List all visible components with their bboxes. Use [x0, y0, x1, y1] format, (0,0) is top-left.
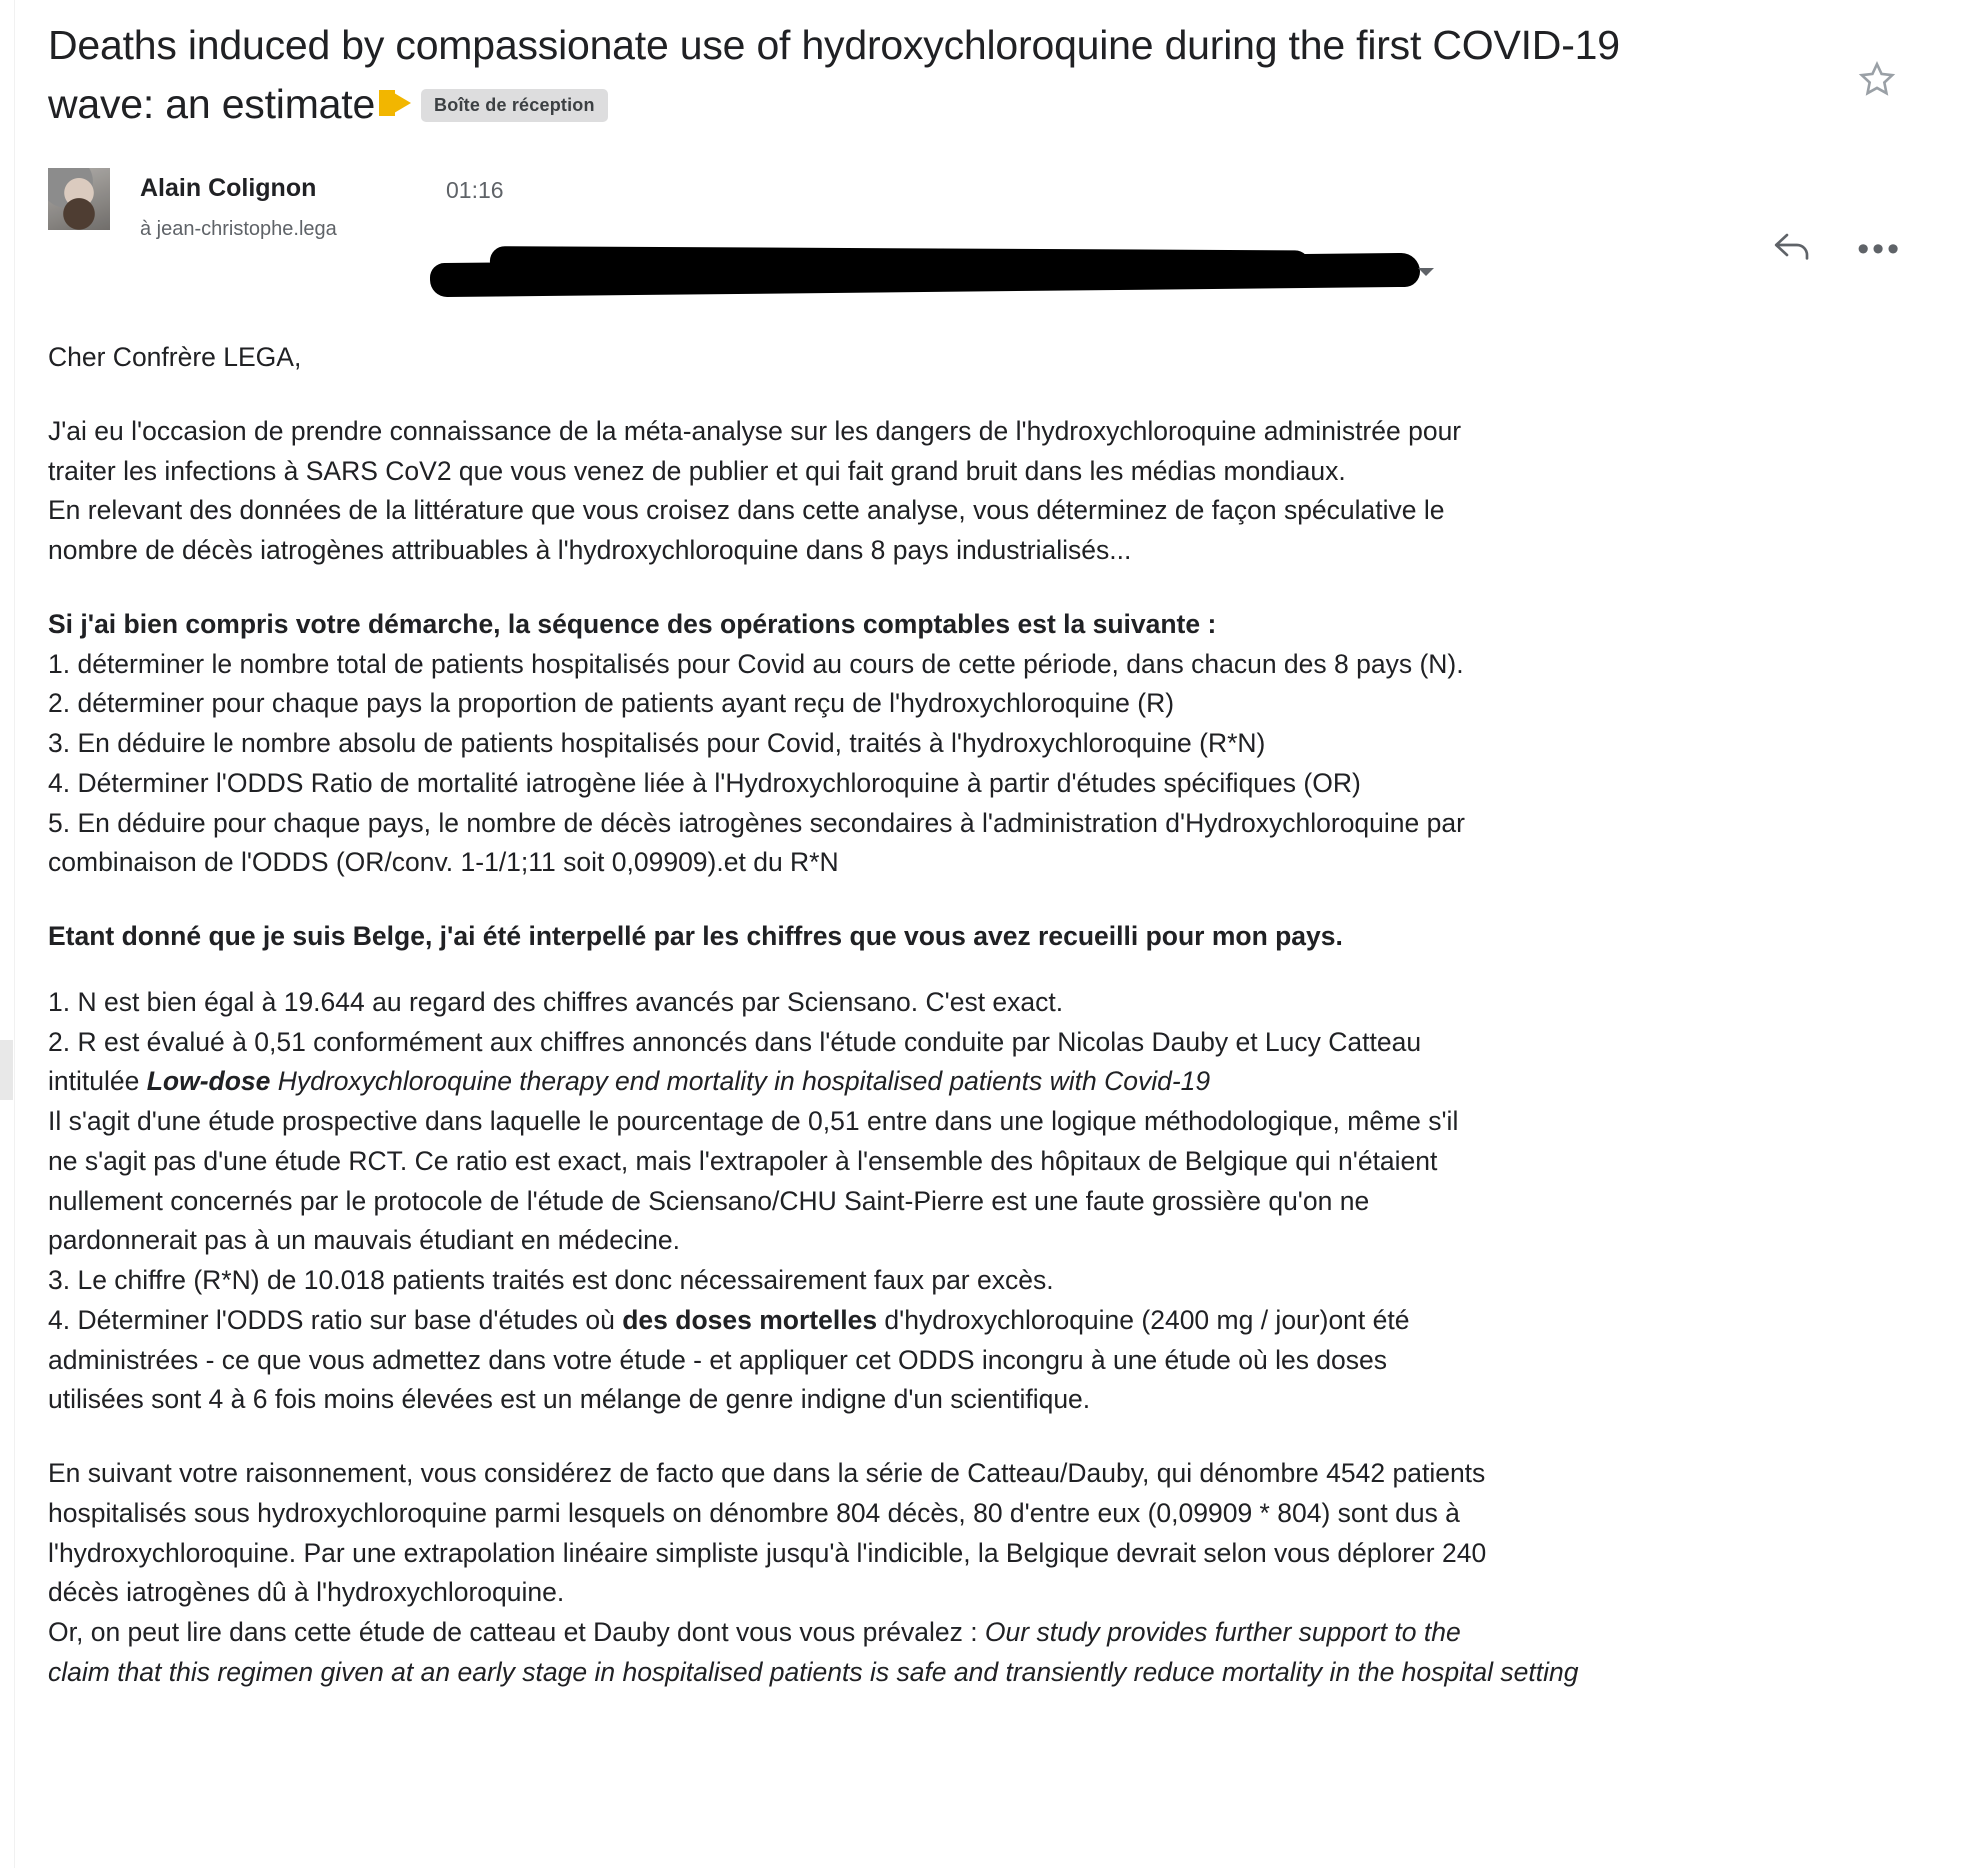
body-point-4-line-1 — [48, 1301, 1914, 1341]
body-step-5-cont: combinaison de l'ODDS (OR/conv. 1-1/1;11 soit 0,09909).et du R*N — [48, 847, 839, 878]
body-point-4-line-3: utilisées sont 4 à 6 fois moins élevées est un mélange de genre indigne d'un scientifique. — [48, 1384, 1091, 1415]
body-point-2-line-4: ne s'agit pas d'une étude RCT. Ce ratio est exact, mais l'extrapoler à l'ensemble des hôpitaux de Belgique qui n'étaient — [48, 1145, 1438, 1176]
subject-text: Deaths induced by compassionate use of hydroxychloroquine during the first COVID-19 wave: an estimate — [48, 22, 1620, 128]
body-point-2-line-1: 2. R est évalué à 0,51 conformément aux chiffres annoncés dans l'étude conduite par Nicolas Dauby et Lucy Catteau — [48, 1026, 1422, 1057]
body-paragraph-1-line-4: nombre de décès iatrogènes attribuables à l'hydroxychloroquine dans 8 pays industrialisés... — [48, 535, 1132, 565]
sender-name[interactable]: Alain Colignon — [140, 174, 317, 202]
point4-bold: des doses mortelles — [622, 1304, 878, 1335]
important-marker-icon — [389, 90, 411, 116]
body-paragraph-1-line-2: traiter les infections à SARS CoV2 que vous venez de publier et qui fait grand bruit dans les médias mondiaux. — [48, 455, 1346, 486]
scroll-indicator[interactable] — [0, 1040, 13, 1100]
body-point-2-line-2 — [48, 1062, 1914, 1102]
point4-post: d'hydroxychloroquine (2400 mg / jour)ont été — [877, 1304, 1410, 1335]
label-chip-inbox[interactable]: Boîte de réception — [421, 89, 608, 122]
body-point-2-line-5: nullement concernés par le protocole de l'étude de Sciensano/CHU Saint-Pierre est une faute grossière qu'on ne — [48, 1185, 1370, 1216]
redaction-overlay — [430, 253, 1420, 297]
email-body — [48, 338, 1914, 1687]
sender-block — [48, 168, 1902, 258]
avatar-image — [48, 168, 110, 230]
star-icon[interactable] — [1856, 58, 1898, 100]
body-heading-2: Etant donné que je suis Belge, j'ai été interpellé par les chiffres que vous avez recueilli pour mon pays. — [48, 921, 1343, 951]
body-final-line-1: En suivant votre raisonnement, vous considérez de facto que dans la série de Catteau/Dauby, qui dénombre 4542 patients — [48, 1458, 1486, 1488]
body-clipped-line — [48, 1653, 1914, 1687]
body-final-line-4: décès iatrogènes dû à l'hydroxychloroquine. — [48, 1577, 565, 1608]
recipient-text: à jean-christophe.lega — [140, 218, 337, 240]
body-final-line-2: hospitalisés sous hydroxychloroquine parmi lesquels on dénombre 804 décès, 80 d'entre eux (0,09909 * 804) sont dus à — [48, 1497, 1460, 1528]
body-step-2: 2. déterminer pour chaque pays la proportion de patients ayant reçu de l'hydroxychloroquine (R) — [48, 688, 1175, 719]
subject-header — [48, 16, 1902, 135]
reply-icon[interactable] — [1772, 228, 1812, 262]
avatar[interactable] — [48, 168, 110, 230]
message-timestamp: 01:16 — [446, 177, 504, 203]
point2-pre: intitulée — [48, 1066, 147, 1097]
body-point-3: 3. Le chiffre (R*N) de 10.018 patients traités est donc nécessairement faux par excès. — [48, 1265, 1054, 1295]
body-heading-1: Si j'ai bien compris votre démarche, la séquence des opérations comptables est la suivante : — [48, 608, 1217, 639]
body-point-2-line-3: Il s'agit d'une étude prospective dans laquelle le pourcentage de 0,51 entre dans une logique méthodologique, même s'il — [48, 1106, 1459, 1136]
body-step-5: 5. En déduire pour chaque pays, le nombre de décès iatrogènes secondaires à l'administration d'Hydroxychloroquine par — [48, 807, 1465, 838]
point2-study-title-bold: Low-dose — [146, 1066, 271, 1097]
body-final-line-3: l'hydroxychloroquine. Par une extrapolation linéaire simpliste jusqu'à l'indicible, la Belgique devrait selon vous déplorer 240 — [48, 1537, 1487, 1568]
point4-pre: 4. Déterminer l'ODDS ratio sur base d'études où — [48, 1304, 623, 1335]
body-step-4: 4. Déterminer l'ODDS Ratio de mortalité iatrogène liée à l'Hydroxychloroquine à partir d'études spécifiques (OR) — [48, 767, 1361, 798]
point2-study-title-italic: Hydroxychloroquine therapy end mortality in hospitalised patients with Covid-19 — [270, 1066, 1211, 1097]
last-line-quote: Our study provides further support to the — [984, 1617, 1461, 1647]
body-step-1: 1. déterminer le nombre total de patients hospitalisés pour Covid au cours de cette période, dans chacun des 8 pays (N). — [48, 648, 1464, 679]
left-gutter — [0, 0, 15, 1868]
body-point-1: 1. N est bien égal à 19.644 au regard des chiffres avancés par Sciensano. C'est exact. — [48, 986, 1064, 1017]
more-options-icon[interactable]: ••• — [1857, 230, 1902, 268]
body-paragraph-1-line-1: J'ai eu l'occasion de prendre connaissance de la méta-analyse sur les dangers de l'hydroxychloroquine administrée pour — [48, 415, 1462, 446]
body-point-4-line-2: administrées - ce que vous admettez dans votre étude - et appliquer cet ODDS incongru à une étude où les doses — [48, 1344, 1388, 1375]
body-last-line — [48, 1613, 1914, 1653]
body-greeting: Cher Confrère LEGA, — [48, 342, 302, 372]
recipient-line[interactable] — [140, 218, 337, 241]
page-title — [48, 16, 1708, 135]
clipped-quote: claim that this regimen given at an early stage in hospitalised patients is safe and transiently reduce mortality in the hospital setting — [48, 1656, 1579, 1687]
body-point-2-line-6: pardonnerait pas à un mauvais étudiant en médecine. — [48, 1225, 681, 1256]
chevron-down-icon[interactable] — [1418, 268, 1434, 276]
body-paragraph-1-line-3: En relevant des données de la littérature que vous croisez dans cette analyse, vous déterminez de façon spéculative le — [48, 495, 1445, 526]
last-line-pre: Or, on peut lire dans cette étude de catteau et Dauby dont vous vous prévalez : — [48, 1617, 985, 1647]
body-step-3: 3. En déduire le nombre absolu de patients hospitalisés pour Covid, traités à l'hydroxychloroquine (R*N) — [48, 728, 1266, 758]
